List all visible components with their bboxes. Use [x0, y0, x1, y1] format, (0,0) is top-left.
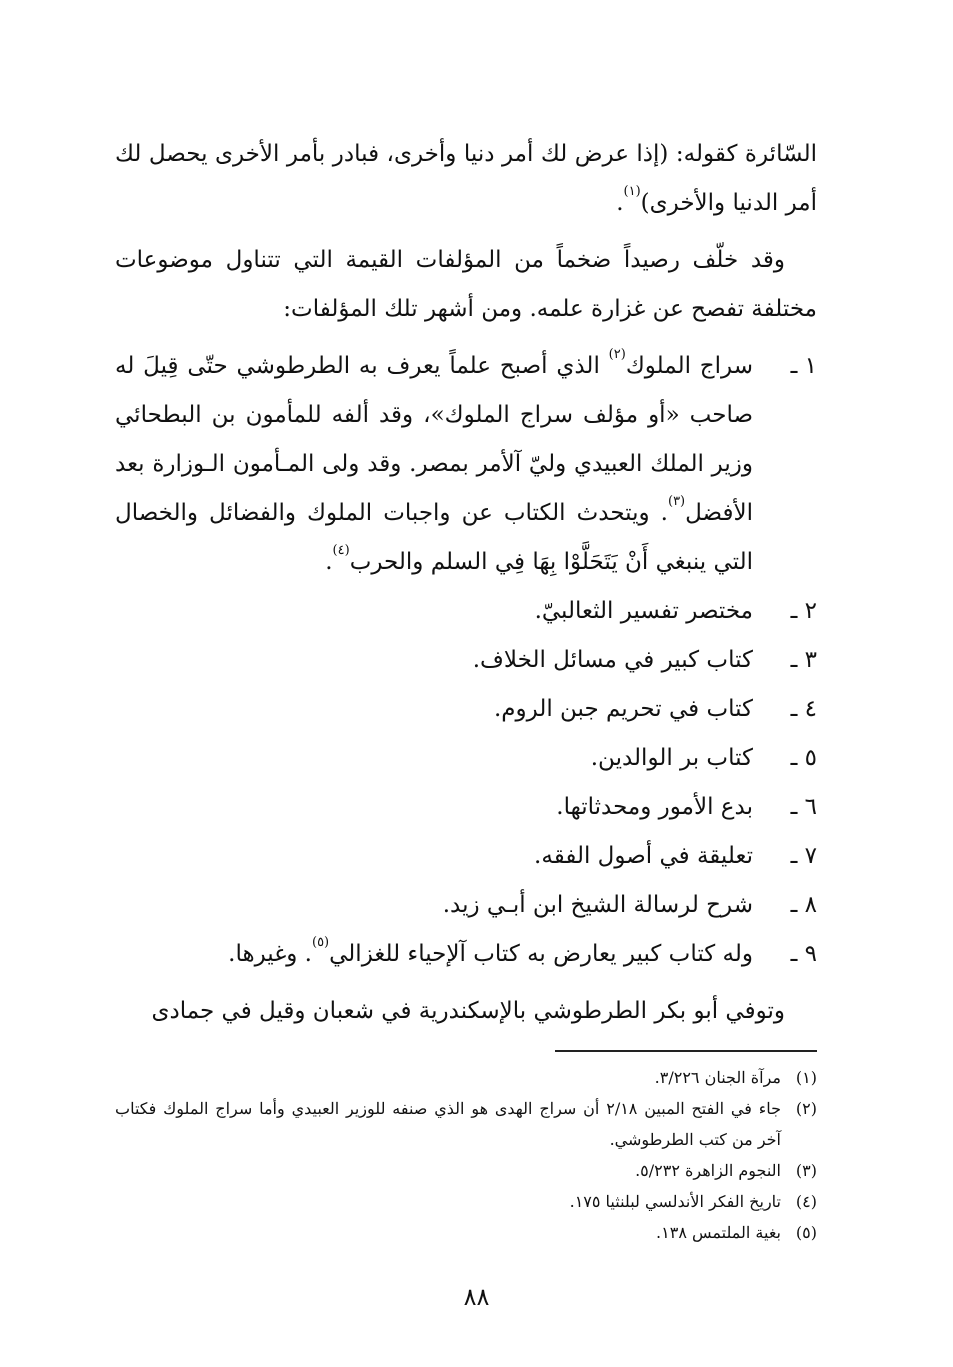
footnote-number: (١)	[795, 1068, 817, 1087]
footnote	[115, 1155, 817, 1186]
list-item-number: ٣ ـ	[790, 647, 817, 673]
item-text-part: . وغيرها.	[228, 941, 312, 967]
list-item-number: ٢ ـ	[790, 598, 817, 624]
list-item-number: ٤ ـ	[790, 696, 817, 722]
list-item-text: كتاب في تحريم جبن الروم.	[493, 696, 753, 722]
footnote	[115, 1093, 817, 1155]
list-item-text: كتاب بر الوالدين.	[590, 745, 753, 771]
paragraph-text: السّائرة كقوله: (إذا عرض لك أمر دنيا وأخرى، فبادر بأمر الأخرى يحصل لك أمر الدنيا والأخرى)	[115, 141, 817, 216]
list-item	[115, 832, 817, 881]
footnote-text: بغية الملتمس ١٣٨.	[656, 1223, 781, 1242]
list-item-text: مختصر تفسير الثعالبيّ.	[534, 598, 753, 624]
list-item-text	[115, 342, 753, 587]
paragraph-intro	[115, 130, 817, 228]
list-item-text: بدع الأمور ومحدثاتها.	[556, 794, 753, 820]
footnote-number: (٣)	[795, 1161, 817, 1180]
list-item-number: ٨ ـ	[790, 892, 817, 918]
list-item-text: شرح لرسالة الشيخ ابن أبـي زيد.	[442, 892, 753, 918]
footnote-ref[interactable]: (٤)	[332, 543, 350, 558]
list-item-number: ٥ ـ	[790, 745, 817, 771]
footnote-ref[interactable]: (٥)	[311, 935, 330, 950]
footnote	[115, 1217, 817, 1248]
footnote-text: تاريخ الفكر الأندلسي لبلنثيا ١٧٥.	[569, 1192, 781, 1211]
list-item-number: ٦ ـ	[790, 794, 817, 820]
footnote	[115, 1186, 817, 1217]
footnote-ref[interactable]: (٢)	[608, 347, 626, 362]
footnote-number: (٢)	[795, 1099, 817, 1118]
footnote	[115, 1062, 817, 1093]
footnote-ref[interactable]: (٣)	[667, 494, 686, 509]
list-item	[115, 342, 817, 587]
footnote-text: جاء في الفتح المبين ٢/١٨ أن سراج الهدى هو الذي صنفه للوزير العبيدي وأما سراج الملوك فكتاب آخر من كتب الطرطوشي.	[115, 1099, 782, 1149]
footnote-divider	[555, 1050, 817, 1052]
paragraph-death: وتوفي أبو بكر الطرطوشي بالإسكندرية في شعبان وقيل في جمادى	[151, 998, 785, 1024]
list-item-text	[115, 930, 753, 979]
footnote-number: (٤)	[795, 1192, 817, 1211]
list-item-text: كتاب كبير في مسائل الخلاف.	[472, 647, 753, 673]
page-number: ٨٨	[463, 1283, 490, 1311]
item-text-part: سراج الملوك	[625, 353, 753, 379]
list-item-number: ٧ ـ	[790, 843, 817, 869]
list-item	[115, 783, 817, 832]
footnote-number: (٥)	[795, 1223, 817, 1242]
list-item	[115, 930, 817, 979]
page-body	[115, 130, 817, 1248]
paragraph-end: .	[616, 190, 624, 216]
item-text-part: .	[325, 549, 333, 575]
list-item	[115, 587, 817, 636]
list-item-number: ١ ـ	[790, 353, 817, 379]
footnotes	[115, 1062, 817, 1248]
item-text-part: الذي أصبح علماً يعرف به الطرطوشي حتّى قِيلَ له صاحب «أو مؤلف سراج الملوك»، وقد ألفه للمأمون بن البطحائي وزير الملك العبيدي وليّ آلأمر بمصر. وقد ولى المـأمون الـوزارة بعد الأفضل	[115, 353, 753, 526]
footnote-ref[interactable]: (١)	[623, 184, 641, 199]
list-item-number: ٩ ـ	[790, 941, 817, 967]
paragraph-works: وقد خلّف رصيداً ضخماً من المؤلفات القيمة التي تتناول موضوعات مختلفة تفصح عن غزارة علمه. ومن أشهر تلك المؤلفات:	[115, 247, 817, 322]
list-item	[115, 881, 817, 930]
item-text-part: . ويتحدث الكتاب عن واجبات الملوك والفضائل والخصال التي ينبغي أَنْ يَتَحَلَّوْا بِهَا فِي السلم والحرب	[115, 500, 753, 575]
footnote-text: مرآة الجنان ٣/٢٢٦.	[654, 1068, 781, 1087]
item-text-part: وله كتاب كبير يعارض به كتاب آلإحياء للغزالي	[329, 941, 753, 967]
footnote-text: النجوم الزاهرة ٥/٢٣٢.	[635, 1161, 781, 1180]
list-item	[115, 685, 817, 734]
list-item	[115, 734, 817, 783]
list-item-text: تعليقة في أصول الفقه.	[534, 843, 753, 869]
list-item	[115, 636, 817, 685]
